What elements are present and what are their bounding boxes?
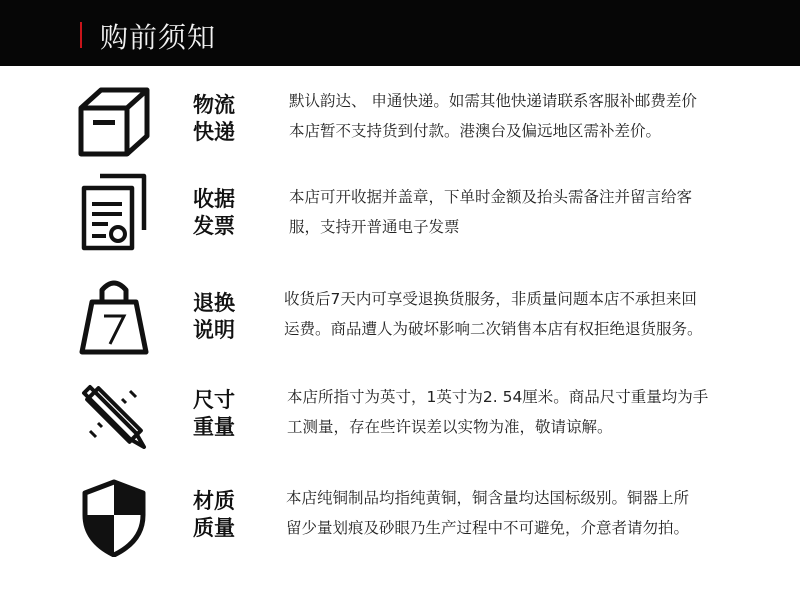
row-label: 退换 说明 — [193, 291, 235, 342]
info-row-invoice — [0, 170, 800, 270]
row-description: 默认韵达、 申通快递。如需其他快递请联系客服补邮费差价 本店暂不支持货到付款。港澳台及偏远地区需补差价。 — [289, 92, 697, 140]
shield-icon — [72, 476, 156, 560]
row-description: 本店所指寸为英寸，1英寸为2. 54厘米。商品尺寸重量均为手 工测量，存在些许误差以实物为准，敬请谅解。 — [287, 388, 709, 436]
page-title: 购前须知 — [100, 21, 217, 54]
info-row-material — [0, 474, 800, 574]
row-label: 收据 发票 — [193, 187, 235, 238]
row-description: 本店可开收据并盖章，下单时金额及抬头需备注并留言给客 服，支持开普通电子发票 — [289, 188, 693, 236]
shopping-bag-seven-icon — [72, 274, 156, 358]
info-row-returns — [0, 270, 800, 370]
box-icon — [72, 80, 156, 164]
ruler-pencil-icon — [72, 373, 156, 457]
info-row-logistics — [0, 78, 800, 178]
info-row-size — [0, 373, 800, 473]
page-header — [0, 0, 800, 66]
row-label: 材质 质量 — [193, 489, 235, 540]
invoice-icon — [72, 170, 156, 254]
row-description: 收货后7天内可享受退换货服务，非质量问题本店不承担来回 运费。商品遭人为破坏影响二次销售本店有权拒绝退货服务。 — [284, 290, 703, 338]
header-accent-bar — [80, 22, 82, 48]
row-label: 尺寸 重量 — [193, 388, 235, 439]
row-description: 本店纯铜制品均指纯黄铜，铜含量均达国标级别。铜器上所 留少量划痕及砂眼乃生产过程中不可避免，介意者请勿拍。 — [286, 489, 690, 537]
row-label: 物流 快递 — [193, 93, 235, 144]
